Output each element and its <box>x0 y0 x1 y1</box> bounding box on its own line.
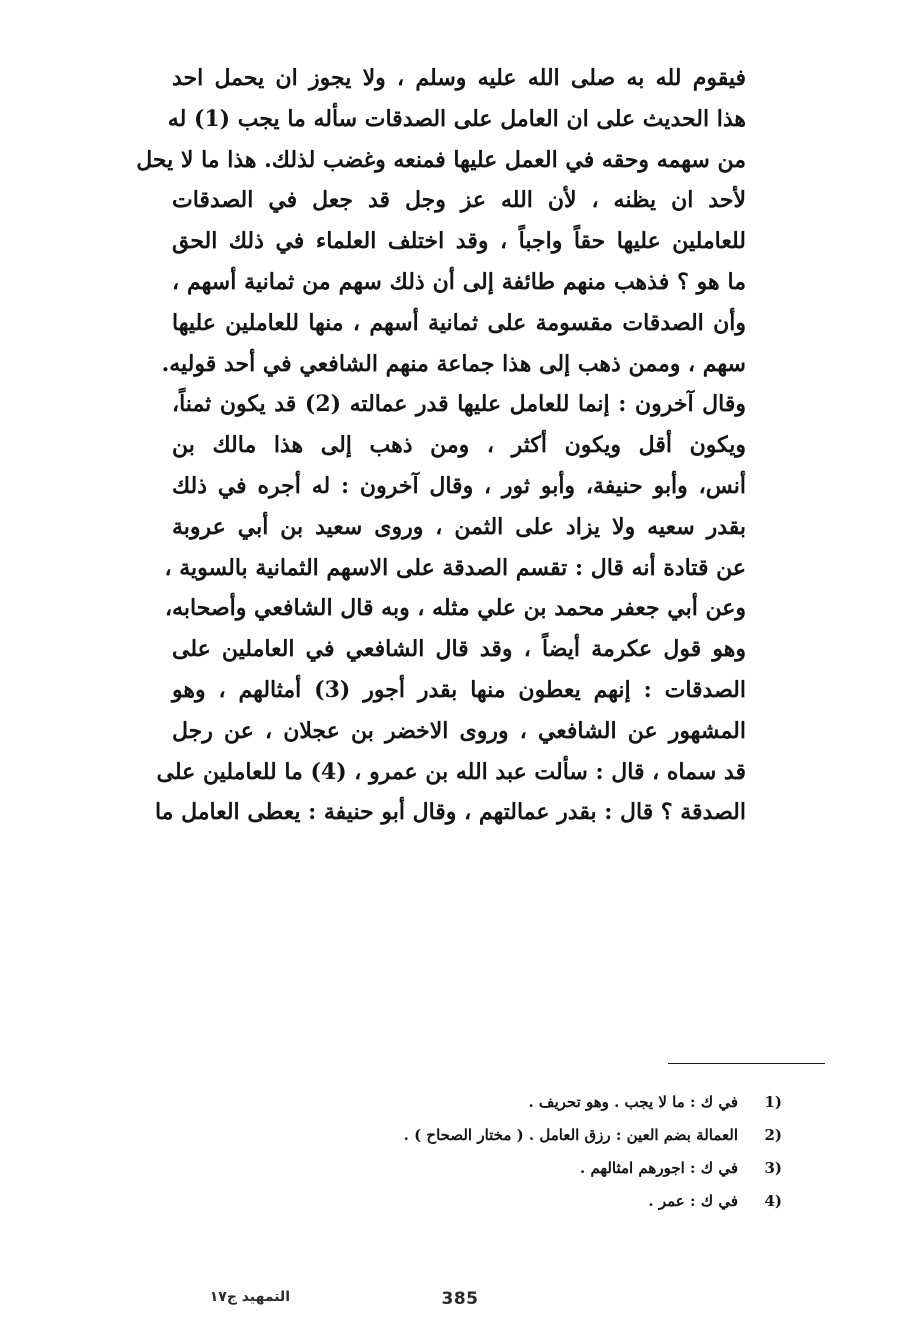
footnote-number: 4) <box>764 1192 782 1210</box>
footnote-text: في ك : اجورهم امثالهم . <box>580 1159 738 1177</box>
text-line: للعاملين عليها حقاً واجباً ، وقد اختلف العلماء في ذلك الحق <box>172 228 746 255</box>
text-line: قد سماه ، قال : سألت عبد الله بن عمرو ، (4) ما للعاملين على <box>156 758 746 785</box>
footnote-text: في ك : عمر . <box>648 1192 738 1210</box>
running-title: التمهيد ج١٧ <box>209 1289 290 1305</box>
text-line: هذا الحديث على ان العامل على الصدقات سأله ما يجب (1) له <box>167 105 746 132</box>
page-number: 385 <box>441 1289 479 1309</box>
text-line: الصدقات : إنهم يعطون منها بقدر أجور (3) أمثالهم ، وهو <box>172 676 747 703</box>
footnote-item <box>222 1185 782 1218</box>
footnote-number: 3) <box>764 1159 782 1177</box>
footnote-item <box>222 1086 782 1119</box>
text-line: أنس، وأبو حنيفة، وأبو ثور ، وقال آخرون : له أجره في ذلك <box>172 472 746 499</box>
footnote-number: 1) <box>764 1093 782 1111</box>
footnote-divider <box>668 1063 825 1064</box>
text-line: الصدقة ؟ قال : بقدر عمالتهم ، وقال أبو حنيفة : يعطى العامل ما <box>154 799 746 826</box>
text-line: عن قتادة أنه قال : تقسم الصدقة على الاسهم الثمانية بالسوية ، <box>164 554 746 581</box>
text-line: ويكون أقل ويكون أكثر ، ومن ذهب إلى هذا مالك بن <box>172 432 746 459</box>
footnote-number: 2) <box>764 1126 782 1144</box>
text-line: وعن أبي جعفر محمد بن علي مثله ، وبه قال الشافعي وأصحابه، <box>165 595 746 622</box>
text-line: من سهمه وحقه في العمل عليها فمنعه وغضب لذلك. هذا ما لا يحل <box>136 146 746 173</box>
footnote-item <box>222 1119 782 1152</box>
text-line: ما هو ؟ فذهب منهم طائفة إلى أن ذلك سهم من ثمانية أسهم ، <box>172 268 746 295</box>
footnote-item <box>222 1152 782 1185</box>
body-text <box>136 58 747 833</box>
text-line: وقال آخرون : إنما للعامل عليها قدر عمالته (2) قد يكون ثمناً، <box>172 391 747 418</box>
text-line: المشهور عن الشافعي ، وروى الاخضر بن عجلان ، عن رجل <box>172 717 746 744</box>
footnote-text: العمالة بضم العين : رزق العامل . ( مختار الصحاح ) . <box>403 1126 738 1144</box>
text-line: لأحد ان يظنه ، لأن الله عز وجل قد جعل في الصدقات <box>172 187 746 214</box>
text-line: وهو قول عكرمة أيضاً ، وقد قال الشافعي في العاملين على <box>172 636 746 663</box>
footnote-text: في ك : ما لا يجب . وهو تحريف . <box>528 1093 738 1111</box>
footnotes <box>222 1086 782 1218</box>
text-line: وأن الصدقات مقسومة على ثمانية أسهم ، منها للعاملين عليها <box>172 309 746 336</box>
text-line: سهم ، وممن ذهب إلى هذا جماعة منهم الشافعي في أحد قوليه. <box>161 350 746 377</box>
text-line: بقدر سعيه ولا يزاد على الثمن ، وروى سعيد بن أبي عروبة <box>172 513 746 540</box>
text-line: فيقوم لله به صلى الله عليه وسلم ، ولا يجوز ان يحمل احد <box>172 65 746 91</box>
